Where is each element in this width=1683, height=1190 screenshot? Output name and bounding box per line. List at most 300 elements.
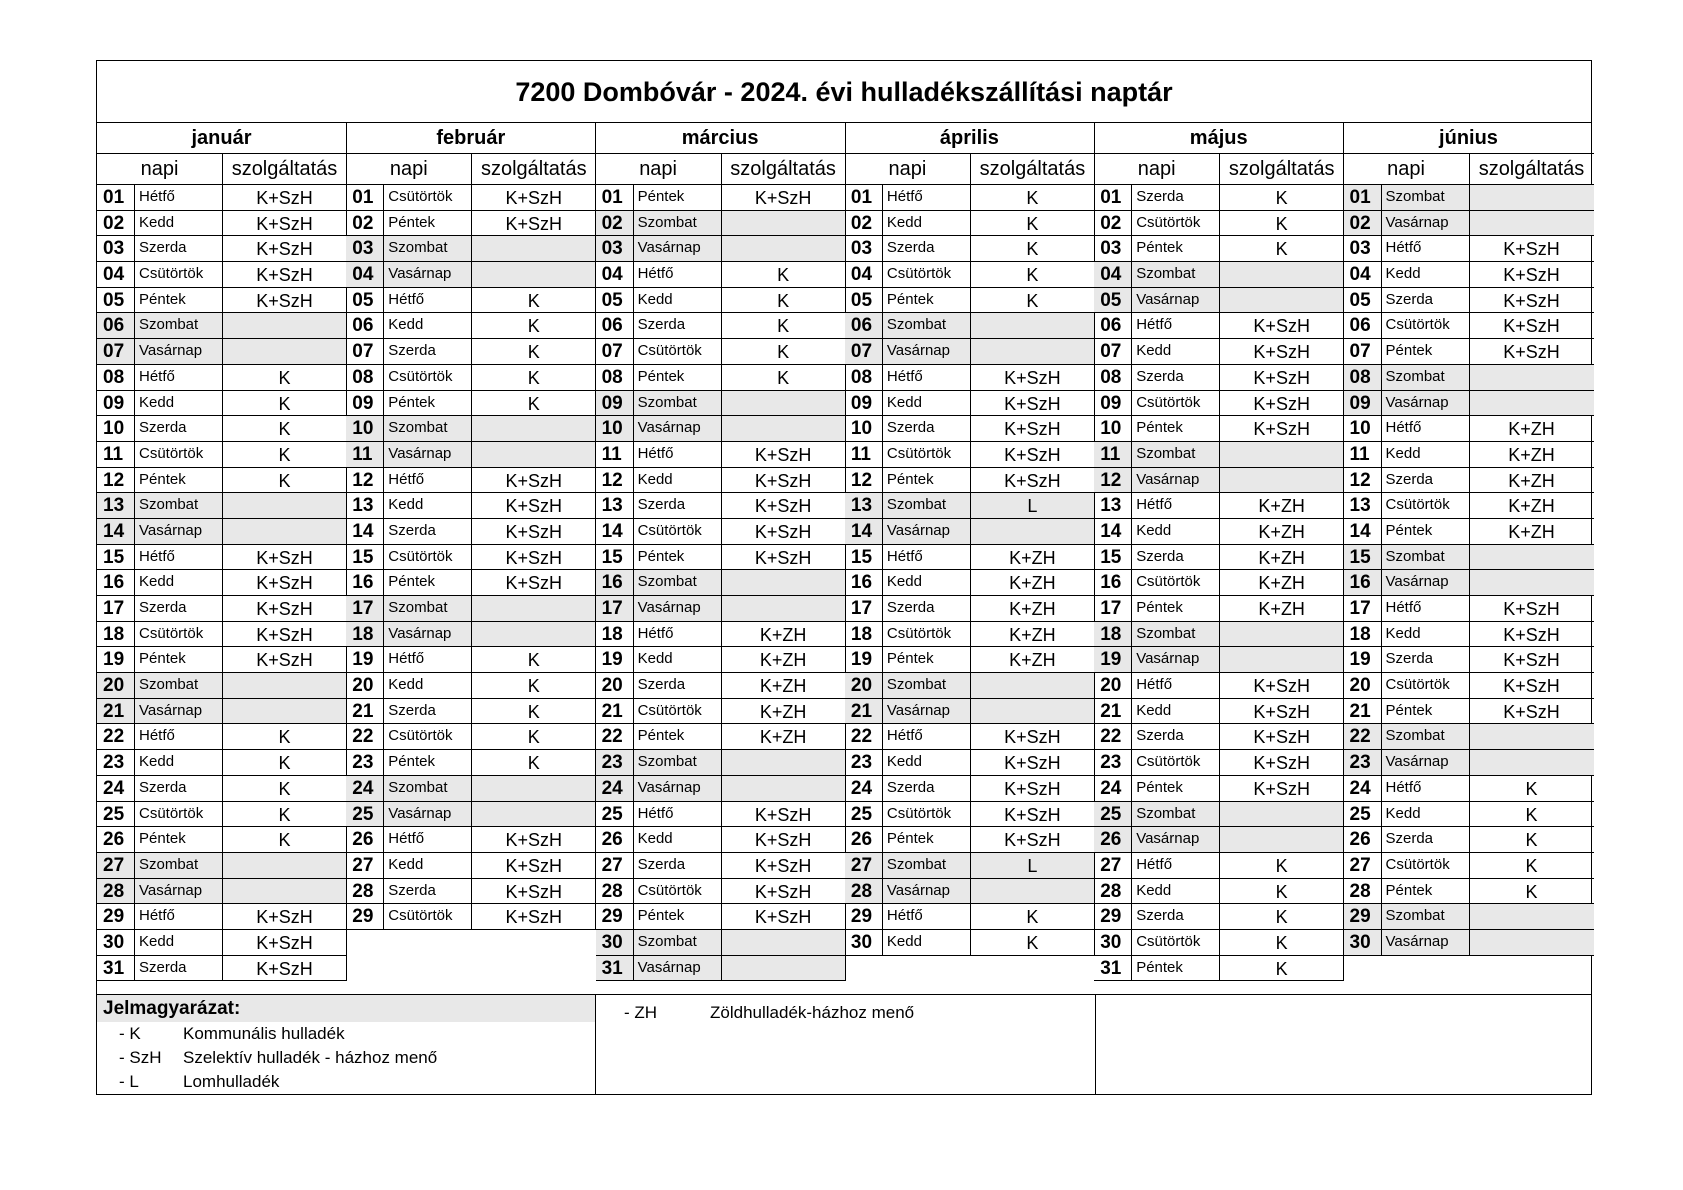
day-row [1094,853,1344,879]
day-row [1344,545,1594,571]
day-name: Csütörtök [384,545,472,570]
day-name: Péntek [384,211,472,236]
day-row [845,596,1095,622]
day-row [1344,853,1594,879]
day-row [1094,339,1344,365]
day-name: Vasárnap [1382,211,1470,236]
day-name: Vasárnap [634,596,722,621]
day-name: Szerda [1132,904,1220,929]
day-number: 12 [97,468,135,493]
day-name: Szombat [634,211,722,236]
day-row [1344,750,1594,776]
day-row [845,545,1095,571]
day-number: 22 [596,724,634,749]
column-header [1094,154,1344,185]
day-number: 31 [97,956,135,981]
day-row [346,647,596,673]
service-code: K+SzH [1220,391,1344,416]
day-row [97,647,347,673]
day-row [346,750,596,776]
day-name: Csütörtök [1382,673,1470,698]
day-name: Kedd [384,493,472,518]
day-row [97,673,347,699]
day-number: 13 [596,493,634,518]
day-number: 20 [1094,673,1132,698]
day-number: 24 [97,776,135,801]
day-name: Szerda [384,339,472,364]
day-row [1344,236,1594,262]
service-code [1220,802,1344,827]
service-code: K+SzH [223,185,347,210]
day-name: Péntek [634,185,722,210]
legend-title: Jelmagyarázat: [97,995,595,1022]
day-name: Szerda [1382,827,1470,852]
day-row [1344,468,1594,494]
service-code [1470,930,1594,955]
day-number: 09 [845,391,883,416]
service-code [1470,724,1594,749]
day-name: Szerda [634,853,722,878]
legend-items [596,1001,1095,1025]
service-code: K+SzH [472,879,596,904]
day-row [1344,493,1594,519]
column-header-napi: napi [1344,154,1470,184]
day-number: 22 [1094,724,1132,749]
day-number: 16 [1344,570,1382,595]
day-row [1344,776,1594,802]
day-number: 25 [845,802,883,827]
day-row [346,724,596,750]
day-name: Szerda [883,596,971,621]
day-number: 20 [596,673,634,698]
column-header-napi: napi [346,154,472,184]
day-row [97,365,347,391]
legend-code: - SzH [119,1048,162,1067]
day-row [346,827,596,853]
day-row [845,647,1095,673]
day-name: Kedd [1382,442,1470,467]
service-code: K+SzH [722,545,846,570]
service-code: K+SzH [472,570,596,595]
day-name: Péntek [1132,416,1220,441]
day-name: Csütörtök [1132,570,1220,595]
day-number: 24 [346,776,384,801]
day-row [596,956,846,982]
day-name: Csütörtök [384,365,472,390]
day-name: Hétfő [634,442,722,467]
day-number: 21 [596,699,634,724]
service-code [722,750,846,775]
service-code [1470,750,1594,775]
service-code [971,673,1095,698]
day-number: 20 [346,673,384,698]
day-name: Csütörtök [1382,313,1470,338]
day-number: 06 [97,313,135,338]
day-number: 05 [845,288,883,313]
day-number: 20 [1344,673,1382,698]
day-name: Hétfő [135,185,223,210]
month-name: március [596,123,846,154]
day-name: Vasárnap [634,956,722,981]
day-row [346,776,596,802]
service-code [1470,570,1594,595]
day-number: 16 [596,570,634,595]
service-code: K+ZH [722,699,846,724]
day-name: Szerda [135,596,223,621]
day-number: 09 [596,391,634,416]
day-row [1344,724,1594,750]
service-code: K+SzH [971,391,1095,416]
service-code: K [223,365,347,390]
day-row [1344,313,1594,339]
service-code: K+SzH [722,853,846,878]
day-row [346,519,596,545]
day-number: 28 [596,879,634,904]
day-number: 23 [845,750,883,775]
service-code: K+SzH [1503,342,1560,363]
day-number: 25 [596,802,634,827]
service-code: K [1220,185,1344,210]
service-code: K [971,185,1095,210]
service-code [1470,211,1594,236]
day-row [845,673,1095,699]
day-number: 25 [346,802,384,827]
service-code: K+SzH [971,724,1095,749]
day-name: Vasárnap [883,339,971,364]
day-name: Hétfő [1382,776,1470,801]
day-number: 02 [97,211,135,236]
day-number: 21 [845,699,883,724]
service-code [722,211,846,236]
day-name: Hétfő [634,262,722,287]
day-row [596,468,846,494]
day-number: 11 [1094,442,1132,467]
day-row [845,622,1095,648]
service-code [1220,442,1344,467]
service-code: K [223,416,347,441]
service-code: K [223,724,347,749]
day-name: Péntek [634,904,722,929]
day-name: Kedd [883,570,971,595]
day-row [596,802,846,828]
day-row [1094,262,1344,288]
day-number: 09 [97,391,135,416]
service-code [1470,391,1594,416]
service-code: K [1525,881,1538,902]
day-number: 26 [845,827,883,852]
day-number: 10 [596,416,634,441]
day-number: 27 [1344,853,1382,878]
day-number: 13 [1344,493,1382,518]
day-number: 27 [596,853,634,878]
day-number: 14 [1344,519,1382,544]
service-code: K [1525,804,1538,825]
day-number: 29 [1094,904,1132,929]
day-name: Péntek [634,545,722,570]
day-number: 02 [346,211,384,236]
day-row [1344,519,1594,545]
day-name: Csütörtök [883,622,971,647]
day-name: Csütörtök [1132,930,1220,955]
day-row [97,879,347,905]
day-name: Csütörtök [384,724,472,749]
day-number: 14 [845,519,883,544]
day-name: Csütörtök [634,519,722,544]
month-name: január [97,123,347,154]
day-name: Szombat [135,493,223,518]
day-row [346,699,596,725]
service-code: K+SzH [1503,676,1560,697]
service-code: K+ZH [1220,596,1344,621]
day-row [845,288,1095,314]
day-name: Csütörtök [135,622,223,647]
day-number: 16 [1094,570,1132,595]
day-number: 10 [1344,416,1382,441]
day-number: 31 [1094,956,1132,981]
day-row [1094,647,1344,673]
day-number: 07 [97,339,135,364]
day-row [845,365,1095,391]
day-row [596,262,846,288]
service-code: K+SzH [472,853,596,878]
day-number: 25 [1094,802,1132,827]
day-row [1094,930,1344,956]
day-row [346,570,596,596]
service-code: K+SzH [223,236,347,261]
day-number: 17 [596,596,634,621]
service-code: K [1220,879,1344,904]
day-name: Péntek [883,288,971,313]
day-row [97,596,347,622]
day-number: 16 [346,570,384,595]
day-name: Szombat [883,493,971,518]
service-code: K [971,904,1095,929]
day-number: 11 [596,442,634,467]
day-number: 30 [97,930,135,955]
day-row [1344,365,1594,391]
day-name: Szombat [1132,442,1220,467]
service-code [1220,468,1344,493]
day-number: 05 [1094,288,1132,313]
day-row [346,468,596,494]
day-number: 31 [596,956,634,981]
service-code [1470,904,1594,929]
legend-code: - ZH [624,1003,658,1022]
day-number: 04 [596,262,634,287]
day-name: Szombat [1382,904,1470,929]
day-number: 24 [845,776,883,801]
service-code: K+ZH [722,724,846,749]
service-code: K+SzH [1503,316,1560,337]
day-number: 15 [596,545,634,570]
column-header-szolgaltatas: szolgáltatás [472,154,596,184]
day-name: Szerda [1382,288,1470,313]
day-number: 26 [97,827,135,852]
day-name: Kedd [1382,802,1470,827]
service-code: K+SzH [722,879,846,904]
calendar-frame [96,60,1592,1095]
legend-text: Szelektív hulladék - házhoz menő [183,1048,438,1067]
day-row [97,211,347,237]
day-name: Szerda [1132,545,1220,570]
day-name: Vasárnap [135,519,223,544]
day-number: 06 [596,313,634,338]
service-code: K+SzH [971,750,1095,775]
day-row [1094,493,1344,519]
day-row [97,750,347,776]
day-number: 19 [97,647,135,672]
day-name: Kedd [883,750,971,775]
service-code: K [971,236,1095,261]
day-number: 15 [845,545,883,570]
day-name: Csütörtök [1132,211,1220,236]
day-number: 11 [1344,442,1382,467]
day-name: Hétfő [634,622,722,647]
day-number: 04 [1094,262,1132,287]
day-name: Péntek [1382,699,1470,724]
day-number: 19 [1094,647,1132,672]
day-number: 04 [346,262,384,287]
day-number: 28 [1344,879,1382,904]
day-name: Péntek [634,365,722,390]
service-code [722,570,846,595]
day-number: 19 [1344,647,1382,672]
service-code: K+SzH [472,827,596,852]
day-number: 22 [97,724,135,749]
day-number: 20 [97,673,135,698]
day-row [346,673,596,699]
day-row [1094,802,1344,828]
service-code [971,519,1095,544]
day-row [1094,236,1344,262]
day-number: 03 [1344,236,1382,261]
column-header [346,154,596,185]
day-name: Kedd [634,468,722,493]
service-code: K+ZH [1220,519,1344,544]
service-code: K+SzH [472,519,596,544]
day-number: 12 [596,468,634,493]
day-name: Péntek [1132,596,1220,621]
day-row [845,262,1095,288]
day-number: 01 [97,185,135,210]
service-code: K+ZH [722,622,846,647]
column-header [845,154,1095,185]
service-code: K+ZH [971,622,1095,647]
legend-code: - L [119,1072,139,1091]
day-number: 03 [845,236,883,261]
day-name: Hétfő [384,647,472,672]
day-number: 13 [845,493,883,518]
service-code [722,416,846,441]
day-row [596,339,846,365]
day-row [845,442,1095,468]
day-number: 16 [845,570,883,595]
legend-items [97,1022,595,1094]
day-name: Kedd [384,853,472,878]
day-number: 19 [596,647,634,672]
service-code [223,493,347,518]
day-row [845,519,1095,545]
day-name: Vasárnap [634,776,722,801]
month-name: február [346,123,596,154]
day-row [845,211,1095,237]
day-name: Hétfő [883,185,971,210]
day-number: 30 [596,930,634,955]
day-row [845,776,1095,802]
day-row [97,545,347,571]
day-number: 12 [1344,468,1382,493]
day-name: Szombat [634,570,722,595]
service-code: K [472,699,596,724]
day-number: 01 [1344,185,1382,210]
day-number: 23 [346,750,384,775]
day-number: 19 [845,647,883,672]
day-name: Szerda [1382,647,1470,672]
day-row [346,622,596,648]
day-name: Szombat [384,236,472,261]
day-row [346,802,596,828]
service-code: K [223,827,347,852]
day-row [845,185,1095,211]
day-row [1344,827,1594,853]
day-number: 30 [1094,930,1132,955]
day-row [1344,802,1594,828]
day-row [1094,391,1344,417]
day-name: Szombat [1382,365,1470,390]
service-code: K [722,313,846,338]
day-name: Hétfő [1382,236,1470,261]
service-code: K+SzH [472,545,596,570]
service-code [1220,647,1344,672]
day-name: Péntek [135,468,223,493]
service-code: K [722,365,846,390]
day-name: Szombat [883,673,971,698]
service-code: K [472,750,596,775]
legend-item [97,1070,595,1094]
day-row [97,236,347,262]
service-code: K [722,262,846,287]
service-code: K+SzH [223,956,347,981]
day-row [346,879,596,905]
day-name: Kedd [1382,622,1470,647]
day-number: 28 [1094,879,1132,904]
legend-item [97,1022,595,1046]
service-code: K+SzH [1503,650,1560,671]
service-code: L [971,493,1095,518]
service-code [472,596,596,621]
day-name: Péntek [883,647,971,672]
day-number: 10 [346,416,384,441]
day-row [97,391,347,417]
service-code [472,802,596,827]
service-code: K+ZH [971,570,1095,595]
day-row [1094,519,1344,545]
day-name: Vasárnap [1132,468,1220,493]
day-row [596,391,846,417]
day-name: Hétfő [135,904,223,929]
day-row [596,519,846,545]
day-row [596,442,846,468]
day-number: 01 [1094,185,1132,210]
day-row [346,339,596,365]
day-row [596,827,846,853]
service-code: K+SzH [1220,365,1344,390]
service-code [223,313,347,338]
day-name: Kedd [1132,339,1220,364]
service-code: K+SzH [722,827,846,852]
day-number: 23 [1344,750,1382,775]
day-number: 15 [1344,545,1382,570]
